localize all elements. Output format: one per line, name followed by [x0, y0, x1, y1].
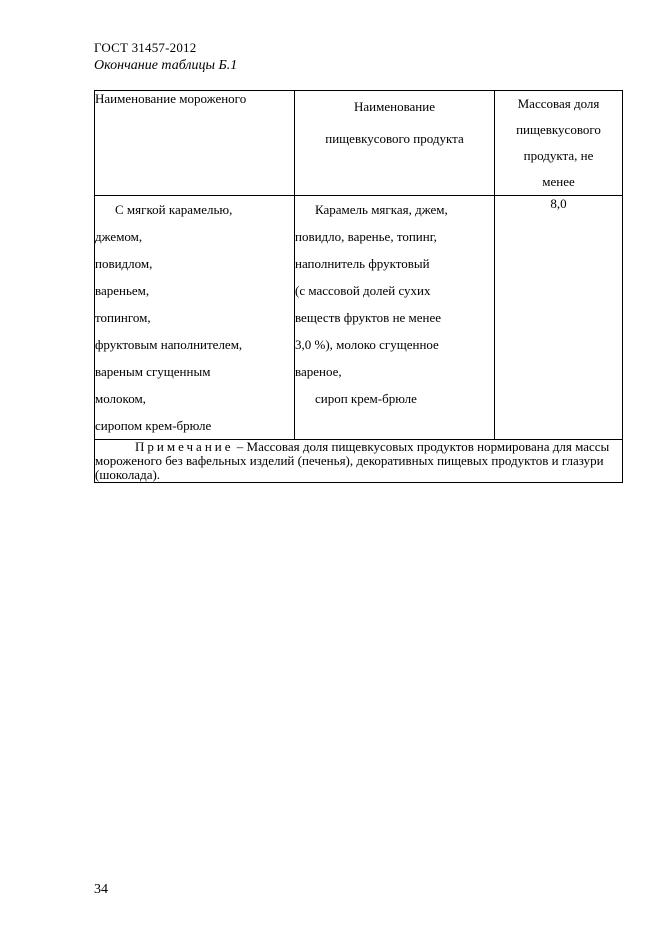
document-code: ГОСТ 31457-2012 [94, 40, 197, 55]
text-line: топингом, [95, 310, 151, 325]
table-note-row [95, 440, 623, 483]
cell-product-name [295, 196, 495, 440]
text-line: повидлом, [95, 256, 153, 271]
text-line: С мягкой карамелью, [115, 202, 233, 217]
table-row [95, 196, 623, 440]
text-line: вареньем, [95, 283, 150, 298]
text-line: молоком, [95, 391, 146, 406]
text-line: повидло, варенье, топинг, [295, 229, 437, 244]
header-line: пищевкусового [516, 122, 601, 137]
text-line: фруктовым наполнителем, [95, 337, 243, 352]
header-product-name [295, 91, 495, 196]
table-continuation-title: Окончание таблицы Б.1 [94, 58, 238, 73]
text-line: веществ фруктов не менее [295, 310, 442, 325]
header-line: пищевкусового продукта [325, 131, 464, 146]
text-line: Карамель мягкая, джем, [315, 202, 448, 217]
text-line: джемом, [95, 229, 143, 244]
header-line: Массовая доля [517, 96, 600, 111]
text-line: 3,0 %), молоко сгущенное [295, 337, 439, 352]
table-b1 [94, 90, 623, 483]
header-line: Наименование [354, 99, 435, 114]
table-note [95, 440, 623, 483]
table-header-row [95, 91, 623, 196]
text-line: сиропом крем-брюле [95, 418, 212, 433]
cell-mass-fraction: 8,0 [495, 196, 623, 440]
header-mass-fraction [495, 91, 623, 196]
note-label: Примечание [135, 439, 234, 454]
header-ice-cream-name: Наименование мороженого [95, 91, 295, 196]
note-text: – Массовая доля пищевкусовых продуктов нормирована для массы мороженого без вафельных изделий (печенья), декоративных пищевых продуктов и глазури (шоколада). [95, 439, 610, 482]
text-line: (с массовой долей сухих [295, 283, 431, 298]
header-line: менее [542, 174, 575, 189]
cell-ice-cream-name [95, 196, 295, 440]
text-line: вареным сгущенным [95, 364, 211, 379]
page-number: 34 [94, 882, 108, 897]
text-line: сироп крем-брюле [315, 391, 417, 406]
text-line: вареное, [295, 364, 342, 379]
text-line: наполнитель фруктовый [295, 256, 430, 271]
header-line: продукта, не [523, 148, 594, 163]
